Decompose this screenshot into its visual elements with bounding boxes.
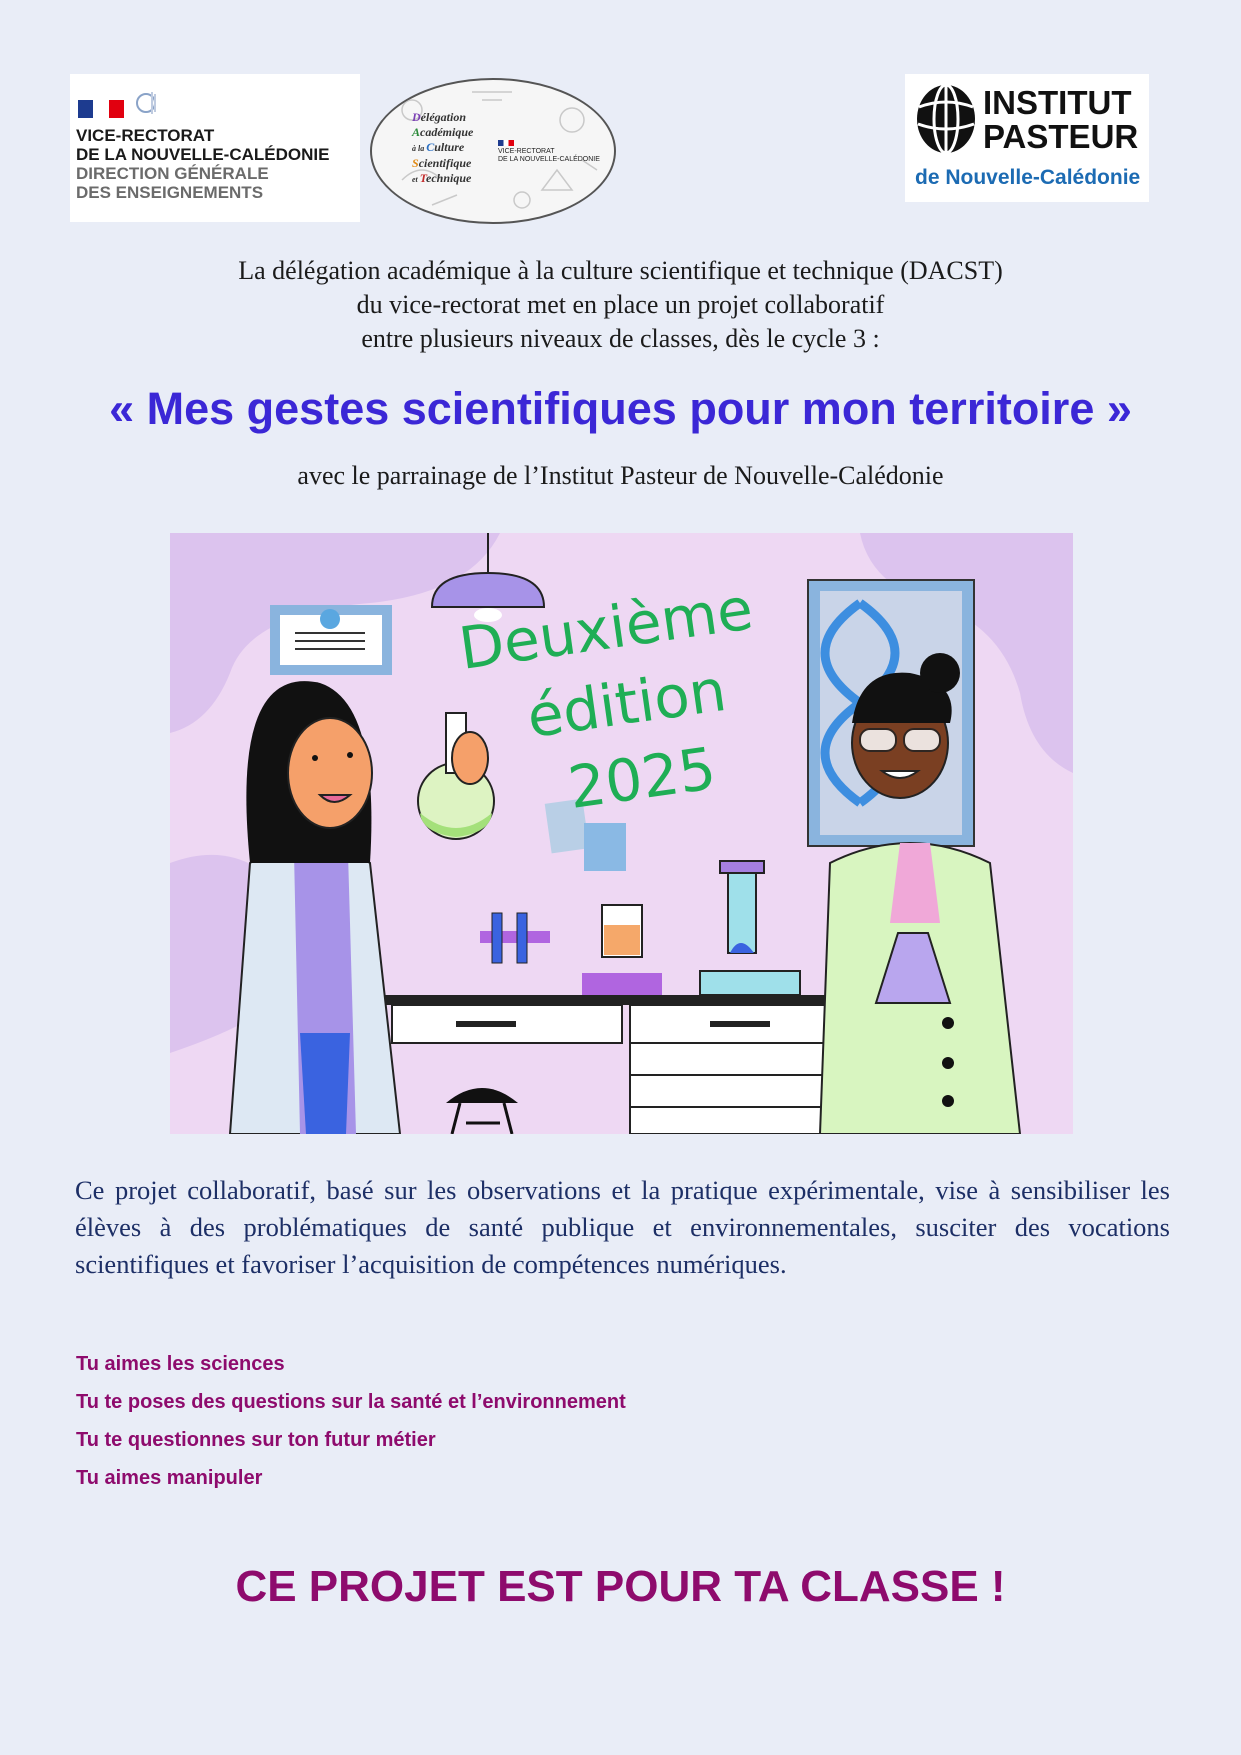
ip-line-1: INSTITUT [983, 84, 1132, 121]
call-to-action: CE PROJET EST POUR TA CLASSE ! [235, 1562, 1006, 1611]
institut-pasteur-title [983, 86, 1138, 154]
french-flag-icon [78, 100, 124, 118]
dacst-line-3: à la Culture [412, 140, 465, 154]
mini-line-2: DE LA NOUVELLE-CALÉDONIE [498, 156, 600, 163]
vr-line-2: DE LA NOUVELLE-CALÉDONIE [76, 145, 330, 164]
ip-line-2: PASTEUR [983, 118, 1139, 155]
mini-line-1: VICE-RECTORAT [498, 148, 555, 155]
vice-rectorat-logo [70, 74, 360, 222]
dacst-line-2: Académique [412, 125, 474, 139]
question-item: Tu aimes manipuler [76, 1467, 263, 1489]
intro-line-1: La délégation académique à la culture scientifique et technique (DACST) [238, 256, 1003, 285]
dacst-line-5: et Technique [412, 171, 472, 185]
institut-pasteur-logo [905, 74, 1149, 202]
project-title: « Mes gestes scientifiques pour mon territoire » [109, 383, 1132, 434]
dacst-logo [370, 78, 616, 224]
question-item: Tu aimes les sciences [76, 1353, 285, 1375]
dacst-name [412, 110, 473, 187]
vr-line-3: DIRECTION GÉNÉRALE [76, 164, 269, 183]
dacst-vr-mini [498, 140, 600, 164]
intro-paragraph [0, 254, 1241, 356]
edition-line-2: édition [522, 655, 731, 752]
dacst-line-1: Délégation [412, 110, 466, 124]
vr-line-4: DES ENSEIGNEMENTS [76, 183, 264, 202]
vice-rectorat-text [76, 126, 329, 202]
marianne-emblem-icon [134, 88, 162, 118]
dacst-line-4: Scientifique [412, 156, 472, 170]
globe-icon [915, 82, 977, 156]
edition-line-3: 2025 [564, 734, 720, 822]
edition-line-1: Deuxième [454, 574, 757, 683]
institut-pasteur-subtitle: de Nouvelle-Calédonie [915, 166, 1141, 189]
intro-line-2: du vice-rectorat met en place un projet collaboratif [356, 290, 885, 319]
questions-list [76, 1350, 626, 1502]
question-item: Tu te questionnes sur ton futur métier [76, 1429, 436, 1451]
sponsor-line: avec le parrainage de l’Institut Pasteur de Nouvelle-Calédonie [297, 461, 944, 490]
project-description: Ce projet collaboratif, basé sur les observations et la pratique expérimentale, vise à sensibiliser les élèves à des problématiques de santé publique et environnementales, susciter des vocations scientifiques et favoriser l’acquisition de compétences numériques. [75, 1175, 1170, 1279]
intro-line-3: entre plusieurs niveaux de classes, dès le cycle 3 : [361, 324, 880, 353]
lab-illustration [170, 533, 1073, 1134]
question-item: Tu te poses des questions sur la santé et l’environnement [76, 1391, 626, 1413]
mini-flag-icon [498, 140, 514, 146]
edition-badge [170, 533, 1073, 1134]
vr-line-1: VICE-RECTORAT [76, 126, 215, 145]
